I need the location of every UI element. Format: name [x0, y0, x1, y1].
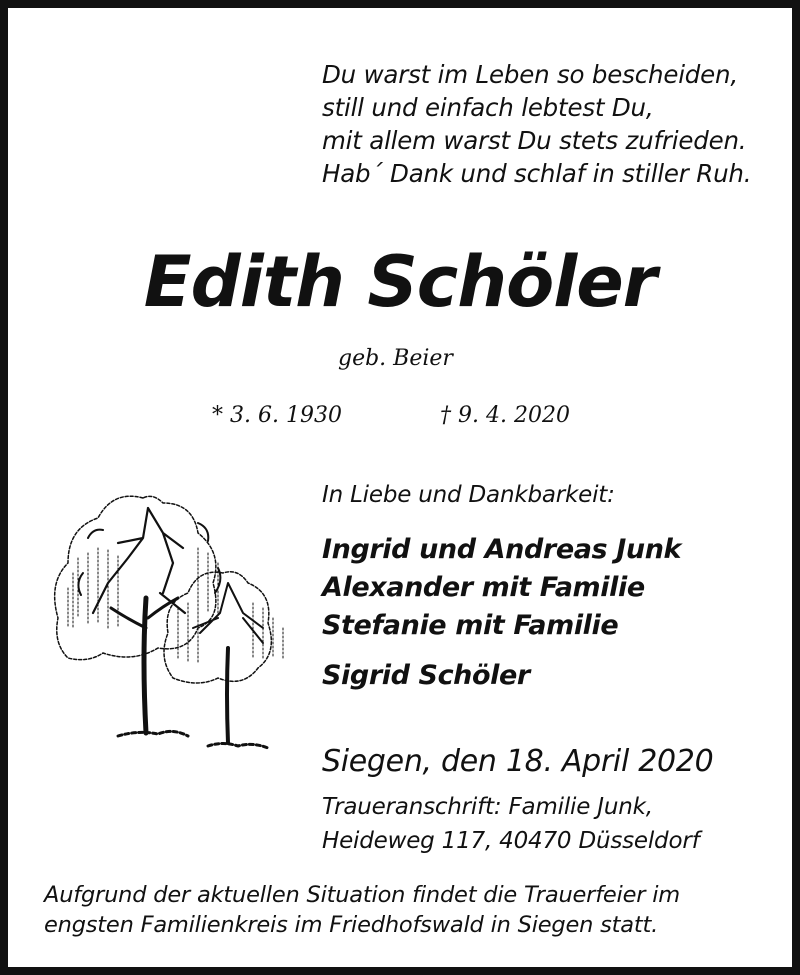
birth-name: geb. Beier — [338, 346, 453, 371]
mourner-name: Alexander mit Familie — [322, 572, 645, 603]
funeral-note-line: engsten Familienkreis im Friedhofswald in Siegen statt. — [44, 912, 659, 938]
funeral-note-line: Aufgrund der aktuellen Situation findet die Trauerfeier im — [44, 882, 681, 908]
birth-date: * 3. 6. 1930 — [212, 403, 342, 428]
place-and-date: Siegen, den 18. April 2020 — [322, 744, 714, 779]
poem-line: Hab´ Dank und schlaf in stiller Ruh. — [322, 159, 752, 188]
poem-line: Du warst im Leben so bescheiden, — [322, 60, 738, 89]
poem-line: mit allem warst Du stets zufrieden. — [322, 126, 747, 155]
mourner-name: Stefanie mit Familie — [322, 610, 619, 641]
mourning-address-line: Heideweg 117, 40470 Düsseldorf — [322, 828, 700, 854]
deceased-name: Edith Schöler — [143, 241, 657, 323]
weeping-willow-trees-icon — [48, 478, 298, 758]
mourner-name: Sigrid Schöler — [322, 660, 530, 691]
mourner-name: Ingrid und Andreas Junk — [322, 534, 682, 565]
mourners-intro: In Liebe und Dankbarkeit: — [322, 482, 615, 508]
poem-line: still und einfach lebtest Du, — [322, 93, 654, 122]
death-date: † 9. 4. 2020 — [440, 403, 570, 428]
poem — [322, 58, 751, 190]
mourning-address-line: Traueranschrift: Familie Junk, — [322, 794, 653, 820]
